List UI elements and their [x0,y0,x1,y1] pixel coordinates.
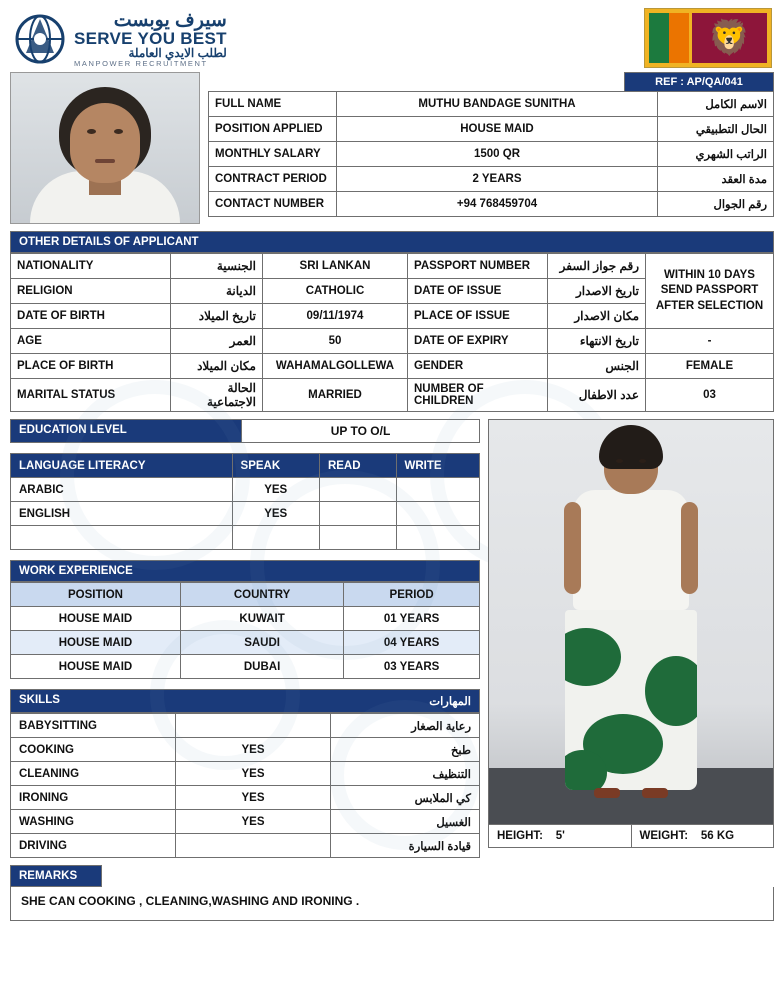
table-row [11,379,774,412]
work-position: HOUSE MAID [11,631,181,655]
salary-label-ar: الراتب الشهري [658,142,774,167]
language-read [319,526,396,550]
applicant-summary-section [0,72,784,224]
language-read [319,478,396,502]
table-row [11,762,480,786]
language-write [396,502,480,526]
skill-name-ar: رعاية الصغار [331,714,480,738]
table-row [11,834,480,858]
logo-tagline: MANPOWER RECRUITMENT [74,58,208,68]
remarks-title: REMARKS [10,865,102,887]
table-row [209,167,774,192]
date-of-expiry-label-ar: تاريخ الانتهاء [548,329,646,354]
other-details-title: OTHER DETAILS OF APPLICANT [10,231,774,253]
country-column-header: COUNTRY [180,583,343,607]
work-position: HOUSE MAID [11,655,181,679]
logo-title: SERVE YOU BEST [74,29,227,49]
place-of-issue-label: PLACE OF ISSUE [408,304,548,329]
contact-number-label: CONTACT NUMBER [209,192,337,217]
speak-column-header: SPEAK [232,454,319,478]
language-read [319,502,396,526]
period-column-header: PERIOD [344,583,480,607]
full-photo-block [488,419,774,858]
religion-label-ar: الديانة [171,279,263,304]
marital-status-label-ar: الحالة الاجتماعية [171,379,263,412]
passport-number-label: PASSPORT NUMBER [408,254,548,279]
table-row [11,738,480,762]
skills-table [10,713,480,858]
table-row [11,786,480,810]
table-row [11,478,480,502]
work-period: 01 YEARS [344,607,480,631]
table-row [11,810,480,834]
logo-arabic-title: سيرف يوبست [113,9,227,31]
skill-name-ar: الغسيل [331,810,480,834]
skill-name-ar: كي الملابس [331,786,480,810]
skill-name: DRIVING [11,834,176,858]
table-row [11,607,480,631]
language-name: ARABIC [11,478,233,502]
passport-number-label-ar: رقم جواز السفر [548,254,646,279]
age-value: 50 [263,329,408,354]
education-title: EDUCATION LEVEL [10,419,242,443]
work-period: 03 YEARS [344,655,480,679]
language-name [11,526,233,550]
place-of-birth-label: PLACE OF BIRTH [11,354,171,379]
flag-lion-icon: 🦁 [708,19,751,57]
remarks-section [10,865,774,921]
position-column-header: POSITION [11,583,181,607]
position-label: POSITION APPLIED [209,117,337,142]
globe-logo-icon [14,13,66,65]
write-column-header: WRITE [396,454,480,478]
skill-value: YES [176,810,331,834]
children-label: NUMBER OF CHILDREN [408,379,548,412]
place-of-issue-label-ar: مكان الاصدار [548,304,646,329]
identity-table [208,91,774,217]
full-name-value: MUTHU BANDAGE SUNITHA [337,92,658,117]
table-row [11,714,480,738]
work-experience-title: WORK EXPERIENCE [10,560,480,582]
education-row [10,419,480,443]
logo-text-block [74,11,227,68]
skill-name: BABYSITTING [11,714,176,738]
identity-block [208,72,774,224]
date-of-issue-label-ar: تاريخ الاصدار [548,279,646,304]
logo-arabic-subtitle: لطلب الايدي العاملة [128,46,227,61]
height-cell [488,825,632,848]
full-name-label-ar: الاسم الكامل [658,92,774,117]
nationality-value: SRI LANKAN [263,254,408,279]
salary-label: MONTHLY SALARY [209,142,337,167]
passport-note: WITHIN 10 DAYS SEND PASSPORT AFTER SELECTION [646,254,774,329]
table-row [11,502,480,526]
contract-period-label: CONTRACT PERIOD [209,167,337,192]
skills-title-ar: المهارات [429,696,471,708]
skills-title: SKILLS [19,694,60,706]
other-details-table [10,253,774,412]
nationality-label: NATIONALITY [11,254,171,279]
table-header-row [11,454,480,478]
religion-value: CATHOLIC [263,279,408,304]
children-label-ar: عدد الاطفال [548,379,646,412]
skill-name: IRONING [11,786,176,810]
height-value: 5' [555,830,565,842]
language-speak: YES [232,502,319,526]
education-value: UP TO O/L [242,419,480,443]
flag-orange-stripe [669,13,689,63]
children-value: 03 [646,379,774,412]
nationality-label-ar: الجنسية [171,254,263,279]
weight-value: 56 KG [700,830,735,842]
language-name: ENGLISH [11,502,233,526]
age-label-ar: العمر [171,329,263,354]
salary-value: 1500 QR [337,142,658,167]
full-name-label: FULL NAME [209,92,337,117]
measurements-row [488,825,774,848]
table-row [209,192,774,217]
reference-label: REF : [655,76,684,88]
skill-value: YES [176,738,331,762]
religion-label: RELIGION [11,279,171,304]
marital-status-value: MARRIED [263,379,408,412]
skill-value [176,834,331,858]
reference-number [624,72,774,91]
table-row [11,254,774,279]
table-row [209,117,774,142]
language-literacy-table [10,453,480,550]
language-write [396,526,480,550]
flag-green-stripe [649,13,669,63]
work-period: 04 YEARS [344,631,480,655]
table-row [11,655,480,679]
lower-section [0,419,784,858]
table-row [11,631,480,655]
skill-name-ar: قيادة السيارة [331,834,480,858]
table-row [11,354,774,379]
applicant-full-photo [488,419,774,825]
gender-label-ar: الجنس [548,354,646,379]
marital-status-label: MARITAL STATUS [11,379,171,412]
flag-maroon-field [692,13,767,63]
date-of-expiry-label: DATE OF EXPIRY [408,329,548,354]
work-country: DUBAI [180,655,343,679]
contract-period-label-ar: مدة العقد [658,167,774,192]
table-row [209,92,774,117]
weight-label: WEIGHT: [639,830,689,842]
skill-value: YES [176,762,331,786]
other-details-section [10,231,774,412]
skill-name: WASHING [11,810,176,834]
work-country: KUWAIT [180,607,343,631]
date-of-issue-label: DATE OF ISSUE [408,279,548,304]
gender-label: GENDER [408,354,548,379]
reference-value: AP/QA/041 [686,76,743,88]
table-row [209,142,774,167]
document-header [0,0,784,72]
work-experience-table [10,582,480,679]
date-of-birth-label-ar: تاريخ الميلاد [171,304,263,329]
gender-value: FEMALE [646,354,774,379]
table-header-row [11,583,480,607]
date-of-issue-value: - [646,329,774,354]
height-label: HEIGHT: [497,830,543,842]
contact-number-label-ar: رقم الجوال [658,192,774,217]
weight-cell [632,825,775,848]
skill-name: CLEANING [11,762,176,786]
work-position: HOUSE MAID [11,607,181,631]
language-write [396,478,480,502]
company-logo [14,11,227,68]
contact-number-value: +94 768459704 [337,192,658,217]
read-column-header: READ [319,454,396,478]
position-value: HOUSE MAID [337,117,658,142]
contract-period-value: 2 YEARS [337,167,658,192]
language-column-header: LANGUAGE LITERACY [11,454,233,478]
language-speak [232,526,319,550]
remarks-text: SHE CAN COOKING , CLEANING,WASHING AND IRONING . [10,887,774,921]
date-of-birth-value: 09/11/1974 [263,304,408,329]
sri-lanka-flag-icon [644,8,772,68]
work-country: SAUDI [180,631,343,655]
table-row [11,329,774,354]
date-of-birth-label: DATE OF BIRTH [11,304,171,329]
skill-name-ar: التنظيف [331,762,480,786]
skill-name: COOKING [11,738,176,762]
table-row [11,526,480,550]
place-of-birth-label-ar: مكان الميلاد [171,354,263,379]
place-of-birth-value: WAHAMALGOLLEWA [263,354,408,379]
skill-name-ar: طبخ [331,738,480,762]
skills-header [10,689,480,713]
language-speak: YES [232,478,319,502]
position-label-ar: الحال التطبيقي [658,117,774,142]
age-label: AGE [11,329,171,354]
applicant-passport-photo [10,72,200,224]
skill-value: YES [176,786,331,810]
skill-value [176,714,331,738]
